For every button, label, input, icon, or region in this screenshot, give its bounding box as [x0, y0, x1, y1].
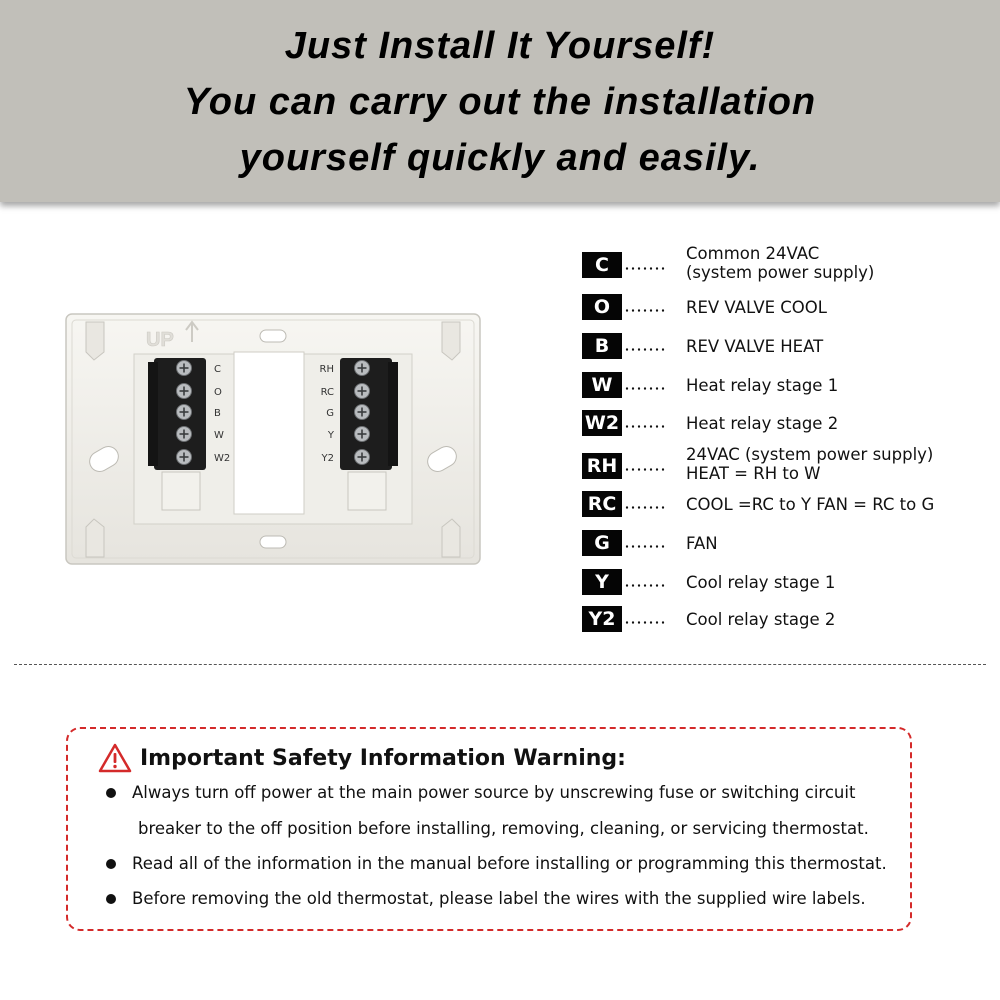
terminal-label: C [214, 364, 221, 375]
screw-icon [355, 450, 370, 465]
terminal-badge: G [582, 530, 622, 556]
terminal-description-line: (system power supply) [686, 263, 875, 282]
warning-title: Important Safety Information Warning: [140, 745, 626, 771]
terminal-label: Y [327, 430, 334, 441]
terminal-badge: B [582, 333, 622, 359]
terminal-description [686, 376, 838, 395]
warning-triangle-icon [98, 743, 132, 773]
terminal-description-line: COOL =RC to Y FAN = RC to G [686, 494, 935, 514]
terminal-label: B [214, 408, 221, 419]
screw-icon [355, 384, 370, 399]
terminal-label: Y2 [321, 453, 334, 464]
warning-item-text: breaker to the off position before installing, removing, cleaning, or servicing thermostat. [138, 819, 869, 838]
legend-row-rc [582, 491, 934, 517]
terminal-badge: W [582, 372, 622, 398]
section-divider [14, 664, 986, 665]
dotted-leader [624, 621, 666, 624]
terminal-description-line: FAN [686, 533, 718, 553]
wiring-plate [64, 312, 484, 567]
terminal-badge: C [582, 252, 622, 278]
dotted-leader [624, 468, 666, 471]
dotted-leader [624, 387, 666, 390]
screw-icon [355, 427, 370, 442]
safety-warning-box [66, 727, 912, 931]
wiring-plate-illustration [64, 312, 484, 567]
bullet-icon [106, 894, 116, 904]
terminal-description [686, 573, 835, 592]
terminal-badge: RH [582, 453, 622, 479]
terminal-description-line: Cool relay stage 1 [686, 572, 836, 592]
dotted-leader [624, 584, 666, 587]
screw-icon [177, 450, 192, 465]
banner-line-1: Just Install It Yourself! [284, 25, 716, 67]
svg-text:UP: UP [146, 329, 174, 351]
terminal-description [686, 244, 874, 282]
screw-icon [177, 361, 192, 376]
terminal-label: W2 [214, 453, 231, 464]
dotted-leader [624, 309, 666, 312]
header-banner [0, 0, 1000, 202]
legend-row-o [582, 294, 827, 320]
terminal-description [686, 534, 718, 553]
banner-line-2: You can carry out the installation [183, 81, 817, 123]
terminal-description-line: Heat relay stage 1 [686, 375, 839, 395]
terminal-description-line: HEAT = RH to W [686, 464, 821, 483]
terminal-description-line: REV VALVE HEAT [686, 336, 824, 356]
terminal-description [686, 337, 823, 356]
bullet-icon [106, 859, 116, 869]
terminal-label: G [326, 408, 334, 419]
screw-icon [355, 361, 370, 376]
screw-icon [177, 427, 192, 442]
legend-row-rh [582, 445, 934, 483]
dotted-leader [624, 506, 666, 509]
terminal-badge: Y2 [582, 606, 622, 632]
legend-row-c [582, 244, 875, 282]
dotted-leader [624, 267, 666, 270]
terminal-description [686, 298, 827, 317]
terminal-label: W [214, 430, 224, 441]
terminal-description-line: 24VAC (system power supply) [686, 445, 934, 464]
screw-icon [177, 405, 192, 420]
warning-item-text: Always turn off power at the main power source by unscrewing fuse or switching circuit [132, 783, 856, 802]
banner-line-3: yourself quickly and easily. [239, 137, 761, 179]
dotted-leader [624, 425, 666, 428]
terminal-description-line: Cool relay stage 2 [686, 609, 836, 629]
dotted-leader [624, 545, 666, 548]
legend-row-w2 [582, 410, 838, 436]
legend-row-g [582, 530, 718, 556]
legend-row-w [582, 372, 838, 398]
terminal-label: RC [320, 387, 334, 398]
warning-heading [98, 743, 626, 773]
terminal-description [686, 445, 933, 483]
terminal-badge: O [582, 294, 622, 320]
terminal-description-line: Heat relay stage 2 [686, 413, 839, 433]
legend-row-b [582, 333, 823, 359]
terminal-label: O [214, 387, 222, 398]
terminal-description [686, 414, 838, 433]
screw-icon [177, 384, 192, 399]
terminal-description-line: REV VALVE COOL [686, 297, 827, 317]
terminal-description [686, 610, 835, 629]
terminal-badge: RC [582, 491, 622, 517]
dotted-leader [624, 348, 666, 351]
bullet-icon [106, 788, 116, 798]
screw-icon [355, 405, 370, 420]
terminal-badge: W2 [582, 410, 622, 436]
terminal-description [686, 495, 934, 514]
warning-item-text: Before removing the old thermostat, please label the wires with the supplied wire labels. [132, 889, 866, 908]
legend-row-y2 [582, 606, 835, 632]
legend-row-y [582, 569, 835, 595]
warning-item-text: Read all of the information in the manual before installing or programming this thermostat. [132, 854, 887, 873]
terminal-label: RH [319, 364, 334, 375]
terminal-badge: Y [582, 569, 622, 595]
terminal-description-line: Common 24VAC [686, 244, 820, 263]
